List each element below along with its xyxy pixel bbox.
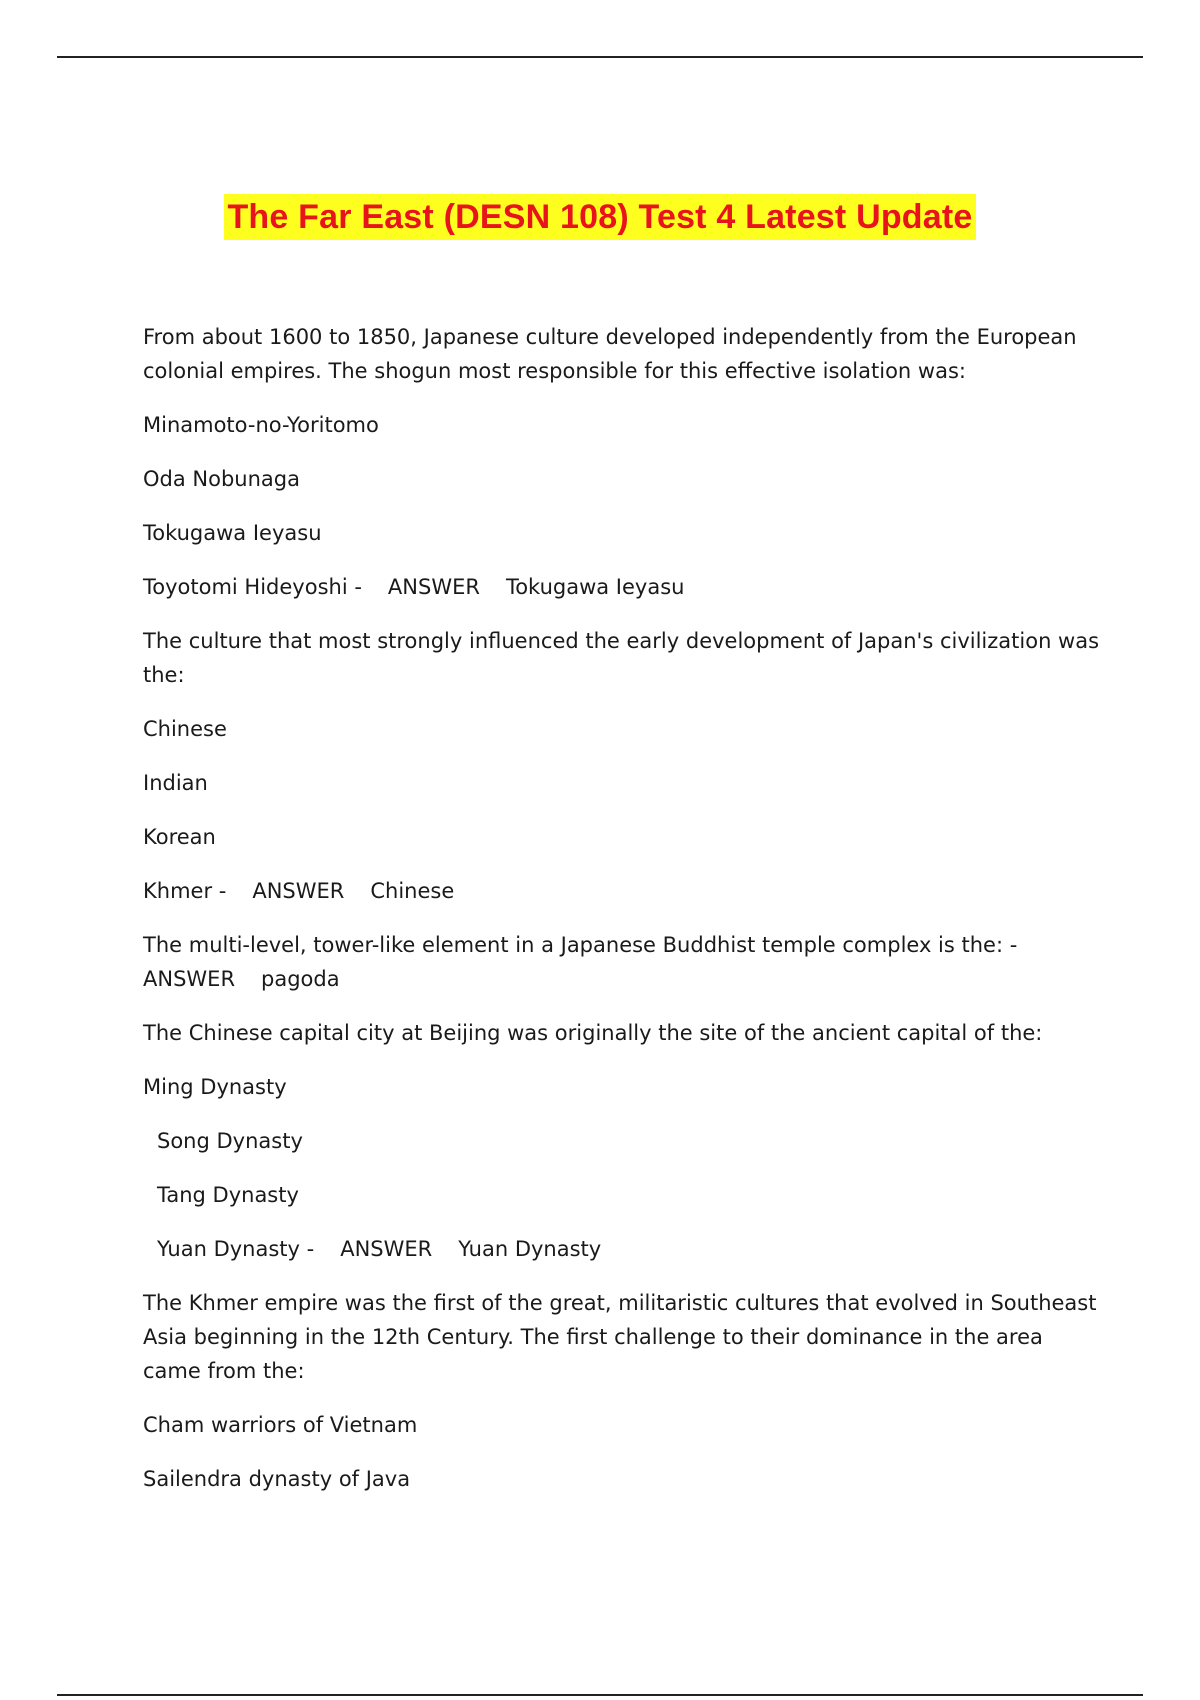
answer-option: Cham warriors of Vietnam [143, 1413, 418, 1437]
footer-rule [57, 1694, 1143, 1696]
answer-label: ANSWER [387, 575, 480, 599]
question-text: The culture that most strongly influenced the early development of Japan's civilization was the: [143, 629, 1100, 687]
answer-label: ANSWER [143, 967, 236, 991]
answer-option: Tang Dynasty [157, 1183, 299, 1207]
answer-line [143, 874, 1103, 908]
answer-value: Tokugawa Ieyasu [505, 575, 685, 599]
title-container [0, 194, 1200, 240]
document-body [143, 320, 1103, 1516]
question-with-answer [143, 928, 1103, 996]
answer-label: ANSWER [340, 1237, 433, 1261]
question-text: The Khmer empire was the first of the great, militaristic cultures that evolved in Southeast Asia beginning in the 12th Century. The first challenge to their dominance in the area came from the: [143, 1291, 1097, 1383]
answer-label: ANSWER [252, 879, 345, 903]
answer-option: Khmer - [143, 879, 227, 903]
question-text: From about 1600 to 1850, Japanese culture developed independently from the European colonial empires. The shogun most responsible for this effective isolation was: [143, 325, 1077, 383]
answer-value: Chinese [370, 879, 455, 903]
answer-option: Toyotomi Hideyoshi - [143, 575, 362, 599]
answer-option: Yuan Dynasty - [157, 1237, 315, 1261]
answer-line [143, 1232, 1103, 1266]
answer-option: Ming Dynasty [143, 1075, 287, 1099]
answer-option: Oda Nobunaga [143, 467, 300, 491]
header-rule [57, 56, 1143, 58]
answer-value: Yuan Dynasty [458, 1237, 602, 1261]
document-title: The Far East (DESN 108) Test 4 Latest Update [224, 194, 975, 240]
answer-option: Song Dynasty [157, 1129, 303, 1153]
answer-value: pagoda [261, 967, 340, 991]
answer-option: Korean [143, 825, 216, 849]
answer-option: Indian [143, 771, 208, 795]
question-text: The Chinese capital city at Beijing was originally the site of the ancient capital of the: [143, 1021, 1043, 1045]
question-text: The multi-level, tower-like element in a Japanese Buddhist temple complex is the: - [143, 933, 1018, 957]
answer-option: Sailendra dynasty of Java [143, 1467, 411, 1491]
answer-option: Chinese [143, 717, 227, 741]
answer-option: Minamoto-no-Yoritomo [143, 413, 379, 437]
answer-line [143, 570, 1103, 604]
answer-option: Tokugawa Ieyasu [143, 521, 322, 545]
